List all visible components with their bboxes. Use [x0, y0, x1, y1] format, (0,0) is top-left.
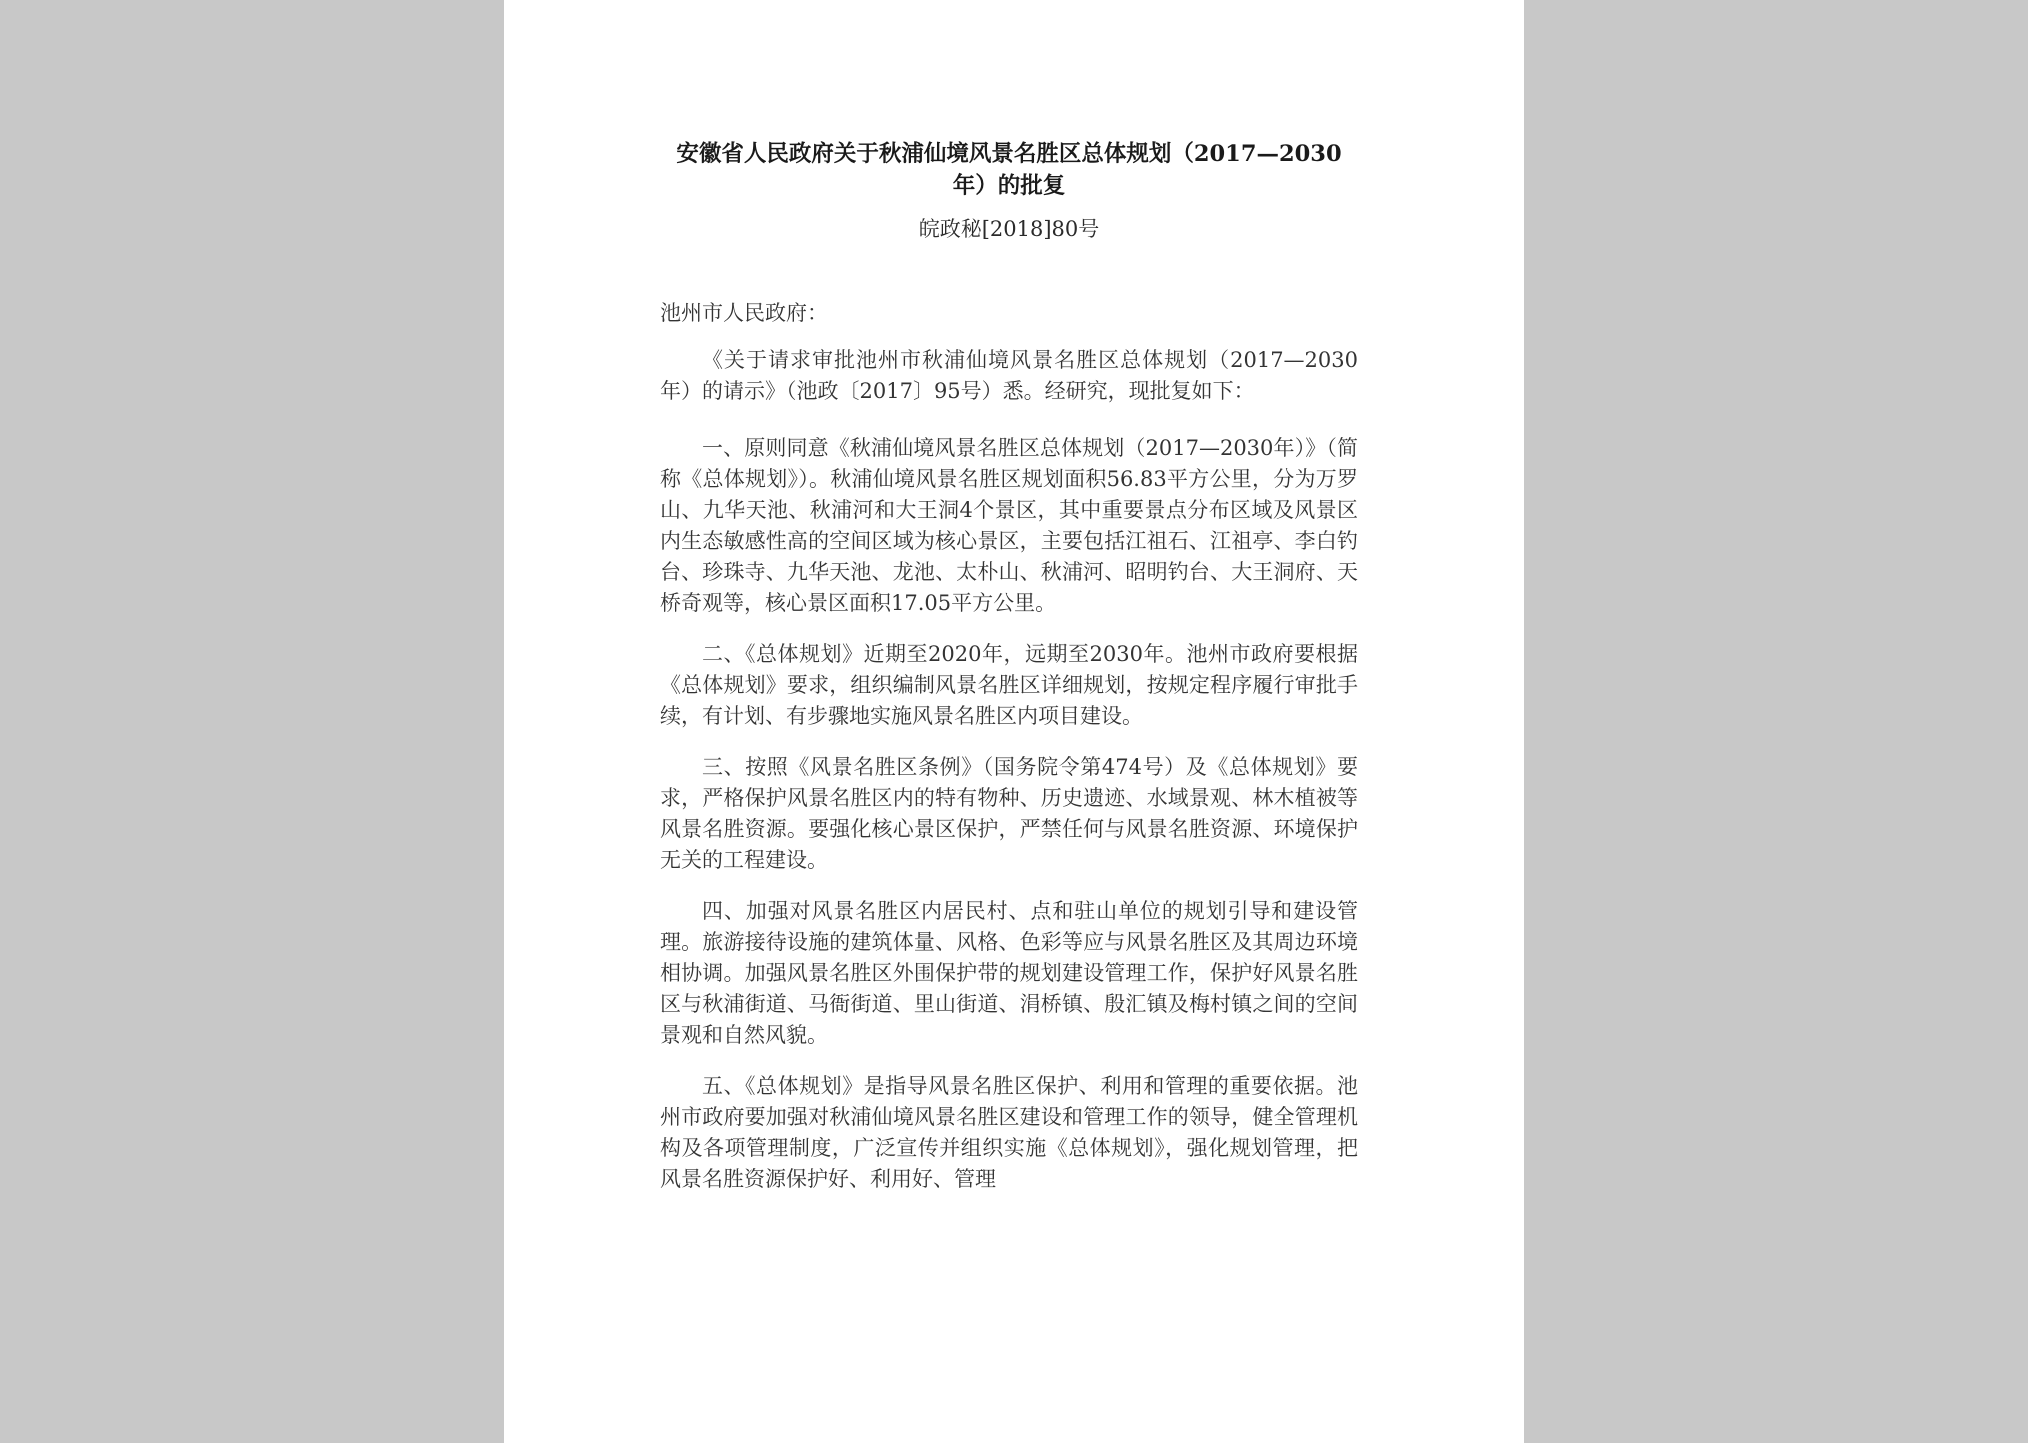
paragraph-item-4: 四、加强对风景名胜区内居民村、点和驻山单位的规划引导和建设管理。旅游接待设施的建筑体量、风格、色彩等应与风景名胜区及其周边环境相协调。加强风景名胜区外围保护带的规划建设管理工作，保护好风景名胜区与秋浦街道、马衙街道、里山街道、涓桥镇、殷汇镇及梅村镇之间的空间景观和自然风貌。: [660, 899, 1358, 1047]
paragraph-item-2: 二、《总体规划》近期至2020年，远期至2030年。池州市政府要根据《总体规划》要求，组织编制风景名胜区详细规划，按规定程序履行审批手续，有计划、有步骤地实施风景名胜区内项目建设。: [660, 642, 1358, 728]
document-number: 皖政秘[2018]80号: [918, 217, 1100, 241]
document-title: 安徽省人民政府关于秋浦仙境风景名胜区总体规划（2017—2030年）的批复: [676, 141, 1342, 199]
addressee: 池州市人民政府：: [660, 301, 828, 325]
paragraph-item-5: 五、《总体规划》是指导风景名胜区保护、利用和管理的重要依据。池州市政府要加强对秋浦仙境风景名胜区建设和管理工作的领导，健全管理机构及各项管理制度，广泛宣传并组织实施《总体规划》，强化规划管理，把风景名胜资源保护好、利用好、管理: [660, 1074, 1358, 1191]
document-page: [504, 0, 1524, 1443]
paragraph-preamble: 《关于请求审批池州市秋浦仙境风景名胜区总体规划（2017—2030年）的请示》（池政〔2017〕95号）悉。经研究，现批复如下：: [660, 348, 1358, 403]
paragraph-item-1: 一、原则同意《秋浦仙境风景名胜区总体规划（2017—2030年）》（简称《总体规划》）。秋浦仙境风景名胜区规划面积56.83平方公里，分为万罗山、九华天池、秋浦河和大王洞4个景区，其中重要景点分布区域及风景区内生态敏感性高的空间区域为核心景区，主要包括江祖石、江祖亭、李白钓台、珍珠寺、九华天池、龙池、太朴山、秋浦河、昭明钓台、大王洞府、天桥奇观等，核心景区面积17.05平方公里。: [660, 436, 1358, 615]
paragraph-item-3: 三、按照《风景名胜区条例》（国务院令第474号）及《总体规划》要求，严格保护风景名胜区内的特有物种、历史遗迹、水域景观、林木植被等风景名胜资源。要强化核心景区保护，严禁任何与风景名胜资源、环境保护无关的工程建设。: [660, 755, 1358, 872]
